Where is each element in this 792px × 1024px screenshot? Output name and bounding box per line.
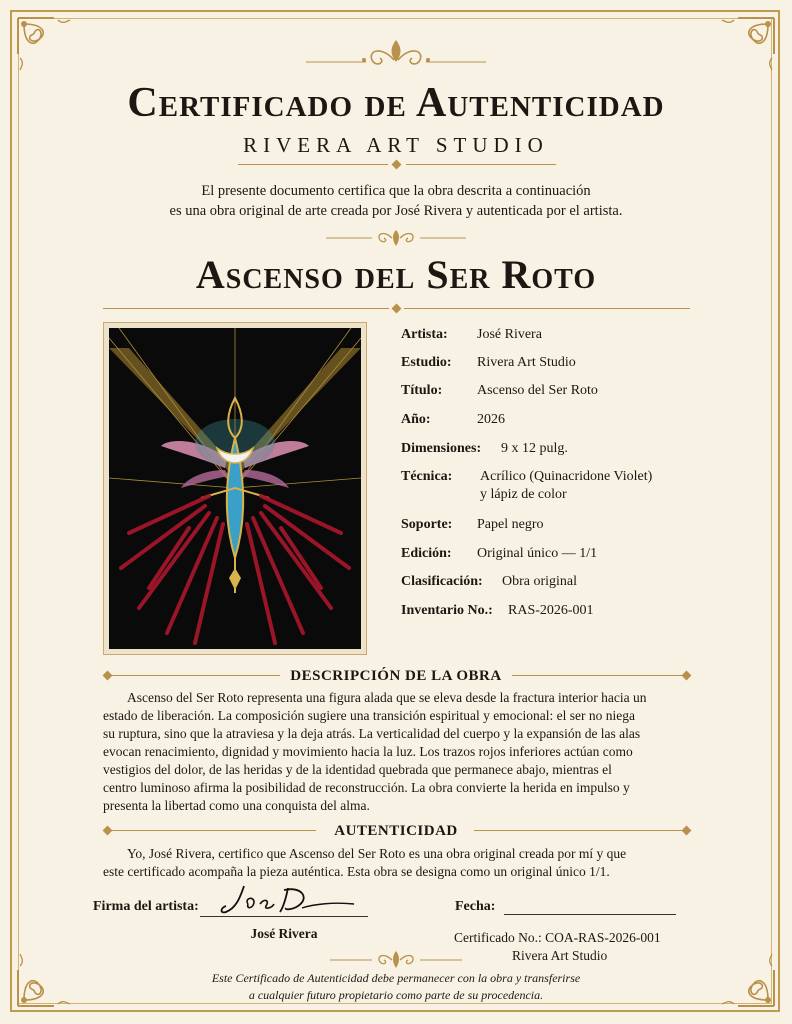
divider <box>406 164 556 165</box>
detail-value: RAS-2026-001 <box>508 603 594 618</box>
detail-value: 2026 <box>477 412 505 427</box>
detail-row-inventory <box>401 602 594 620</box>
detail-key: Título: <box>401 383 443 398</box>
detail-value: Original único — 1/1 <box>477 546 598 561</box>
description-line: estado de liberación. La composición sugiere una transición espiritual y emocional: el ser no niega <box>103 708 635 723</box>
detail-key: Inventario No.: <box>401 603 493 618</box>
description-heading: DESCRIPCIÓN DE LA OBRA <box>290 668 502 684</box>
detail-row-artist <box>401 326 542 344</box>
description-line: vestigios del dolor, de las heridas y de la identidad quebrada que permanece abajo, mientras el <box>103 762 612 777</box>
intro-line-1: El presente documento certifica que la obra descrita a continuación <box>201 183 591 199</box>
divider <box>404 308 690 309</box>
detail-row-studio <box>401 354 576 372</box>
mid-flourish-icon <box>326 228 466 248</box>
detail-value: Papel negro <box>477 517 544 532</box>
handwritten-signature-icon <box>214 880 364 920</box>
intro-line-2: es una obra original de arte creada por José Rivera y autenticada por el artista. <box>169 203 623 219</box>
detail-row-edition <box>401 545 597 563</box>
description-line: centro luminoso afirma la posibilidad de reconstrucción. La obra convierte la herida en impulso y <box>103 780 630 795</box>
detail-key: Técnica: <box>401 469 453 484</box>
footer-line-2: a cualquier futuro propietario como parte de su procedencia. <box>248 988 544 1002</box>
bottom-flourish-icon <box>330 948 462 970</box>
detail-value: 9 x 12 pulg. <box>501 441 568 456</box>
corner-ornament-icon <box>14 14 76 76</box>
footer-line-1: Este Certificado de Autenticidad debe permanecer con la obra y transferirse <box>211 971 581 985</box>
authenticity-heading: AUTENTICIDAD <box>334 823 458 839</box>
detail-row-support <box>401 516 543 534</box>
detail-row-technique <box>401 468 652 504</box>
authenticity-line: este certificado acompaña la pieza auténtica. Esta obra se designa como un original único 1/1. <box>103 864 610 879</box>
detail-key: Clasificación: <box>401 574 483 589</box>
date-label: Fecha: <box>455 899 496 914</box>
detail-key: Dimensiones: <box>401 441 482 456</box>
footer-note <box>0 970 792 1004</box>
detail-key: Soporte: <box>401 517 453 532</box>
certificate-title: Certificado de Autenticidad <box>127 80 665 126</box>
detail-key: Edición: <box>401 546 452 561</box>
signer-name: José Rivera <box>250 926 318 941</box>
authenticity-text <box>103 845 689 881</box>
divider <box>474 830 684 831</box>
description-line: presenta la libertad como una conquista del alma. <box>103 798 370 813</box>
divider <box>512 675 684 676</box>
artwork-title: Ascenso del Ser Roto <box>195 252 597 297</box>
certificate-number: Certificado No.: COA-RAS-2026-001 <box>454 930 661 945</box>
detail-row-title <box>401 382 598 400</box>
studio-name: RIVERA ART STUDIO <box>243 133 549 157</box>
description-text <box>103 689 689 815</box>
detail-row-classification <box>401 573 577 591</box>
top-flourish-icon <box>306 36 486 70</box>
divider <box>103 308 389 309</box>
detail-value <box>480 468 652 504</box>
intro-text <box>0 181 792 221</box>
certificate-studio: Rivera Art Studio <box>512 948 608 963</box>
detail-key: Año: <box>401 412 431 427</box>
detail-value-line-1: Acrílico (Quinacridone Violet) <box>480 469 653 484</box>
detail-value: Ascenso del Ser Roto <box>477 383 598 398</box>
artwork-image <box>103 322 367 655</box>
detail-row-dimensions <box>401 440 568 458</box>
certificate-info <box>454 929 694 965</box>
description-line: evocan renacimiento, dignidad y movimiento hacia la luz. Los trazos rojos inferiores actúan como <box>103 744 633 759</box>
detail-row-year <box>401 411 505 429</box>
detail-key: Artista: <box>401 327 448 342</box>
signature-line <box>200 916 368 917</box>
detail-value: José Rivera <box>477 327 542 342</box>
corner-ornament-icon <box>716 14 778 76</box>
description-line: su ruptura, sino que la atraviesa y la deja atrás. La verticalidad del cuerpo y la expansión de las alas <box>103 726 641 741</box>
authenticity-line: Yo, José Rivera, certifico que Ascenso del Ser Roto es una obra original creada por mí y que <box>127 846 627 861</box>
detail-key: Estudio: <box>401 355 452 370</box>
signature-label: Firma del artista: <box>93 899 199 914</box>
description-line: Ascenso del Ser Roto representa una figura alada que se eleva desde la fractura interior hacia un <box>127 690 647 705</box>
detail-value: Obra original <box>502 574 578 589</box>
divider <box>238 164 388 165</box>
date-line <box>504 914 676 915</box>
detail-value-line-2: y lápiz de color <box>480 487 567 502</box>
artwork-painting-icon <box>109 328 361 649</box>
detail-value: Rivera Art Studio <box>477 355 576 370</box>
